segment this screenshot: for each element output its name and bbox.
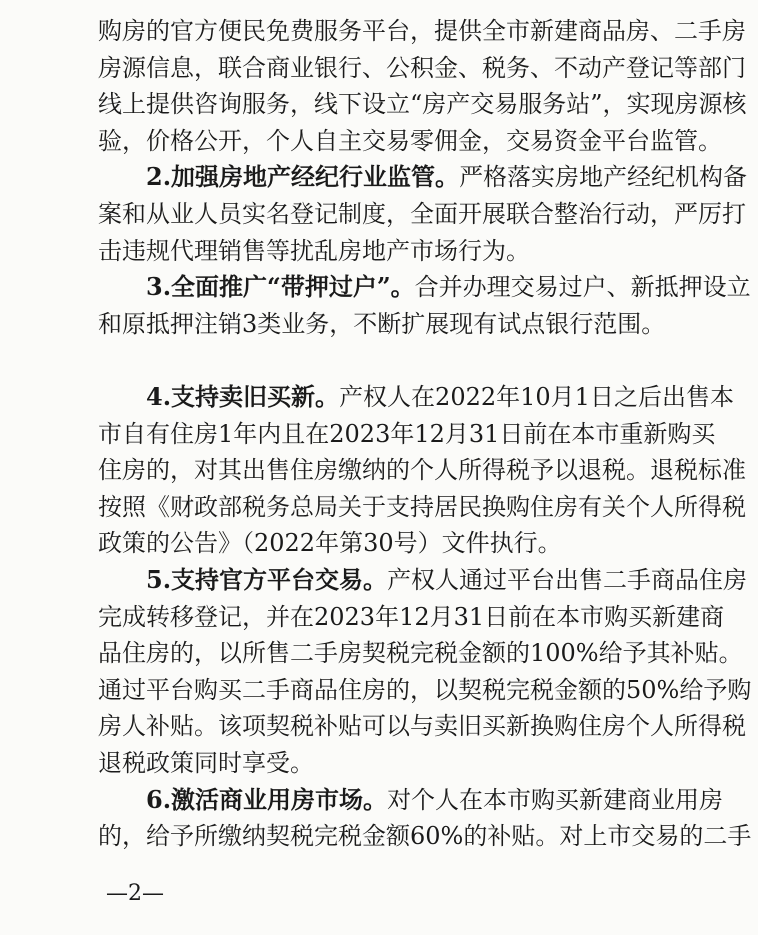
paragraph-3-line-1 [146, 270, 751, 304]
paragraph-3-line-2: 和原抵押注销3类业务，不断扩展现有试点银行范围。 [98, 310, 666, 338]
paragraph-5-lead: 5.支持官方平台交易。 [146, 565, 388, 594]
paragraph-1-line-4: 验，价格公开，个人自主交易零佣金，交易资金平台监管。 [98, 127, 722, 155]
paragraph-6-lead: 6.激活商业用房市场。 [146, 785, 388, 814]
paragraph-6-line-2: 的，给予所缴纳契税完税金额60%的补贴。对上市交易的二手 [98, 822, 752, 850]
paragraph-1-line-2: 房源信息，联合商业银行、公积金、税务、不动产登记等部门 [98, 54, 746, 82]
paragraph-2-line-3: 击违规代理销售等扰乱房地产市场行为。 [98, 237, 530, 265]
paragraph-3-first-rest: 合并办理交易过户、新抵押设立 [414, 273, 751, 301]
paragraph-4-line-3: 住房的，对其出售住房缴纳的个人所得税予以退税。退税标准 [98, 456, 746, 484]
paragraph-2-line-2: 案和从业人员实名登记制度，全面开展联合整治行动，严厉打 [98, 200, 746, 228]
paragraph-3-lead: 3.全面推广“带押过户”。 [146, 272, 415, 301]
paragraph-1-line-1: 购房的官方便民免费服务平台，提供全市新建商品房、二手房 [98, 17, 746, 45]
paragraph-6-first-rest: 对个人在本市购买新建商业用房 [387, 786, 724, 814]
paragraph-4-line-4: 按照《财政部税务总局关于支持居民换购住房有关个人所得税 [98, 493, 746, 521]
paragraph-2-lead: 2.加强房地产经纪行业监管。 [146, 162, 460, 191]
paragraph-5-line-1 [146, 563, 748, 597]
paragraph-5-line-5: 房人补贴。该项契税补贴可以与卖旧买新换购住房个人所得税 [98, 712, 746, 740]
paragraph-4-line-2: 市自有住房1年内且在2023年12月31日前在本市重新购买 [98, 420, 716, 448]
paragraph-4-lead: 4.支持卖旧买新。 [146, 382, 340, 411]
paragraph-4-line-5: 政策的公告》（2022年第30号）文件执行。 [98, 529, 562, 557]
paragraph-5-line-2: 完成转移登记，并在2023年12月31日前在本市购买新建商 [98, 603, 725, 631]
paragraph-6-line-1 [146, 783, 724, 817]
paragraph-1-line-3: 线上提供咨询服务，线下设立“房产交易服务站”，实现房源核 [98, 90, 747, 118]
paragraph-5-first-rest: 产权人通过平台出售二手商品住房 [387, 566, 748, 594]
paragraph-2-first-rest: 严格落实房地产经纪机构备 [459, 163, 748, 191]
paragraph-5-line-3: 品住房的，以所售二手房契税完税金额的100%给予其补贴。 [98, 639, 743, 667]
page-number: —2— [106, 881, 164, 906]
paragraph-2-line-1 [146, 160, 748, 194]
paragraph-5-line-6: 退税政策同时享受。 [98, 749, 314, 777]
paragraph-4-line-1 [146, 380, 734, 414]
paragraph-5-line-4: 通过平台购买二手商品住房的，以契税完税金额的50%给予购 [98, 676, 752, 704]
paragraph-4-first-rest: 产权人在2022年10月1日之后出售本 [339, 383, 734, 411]
